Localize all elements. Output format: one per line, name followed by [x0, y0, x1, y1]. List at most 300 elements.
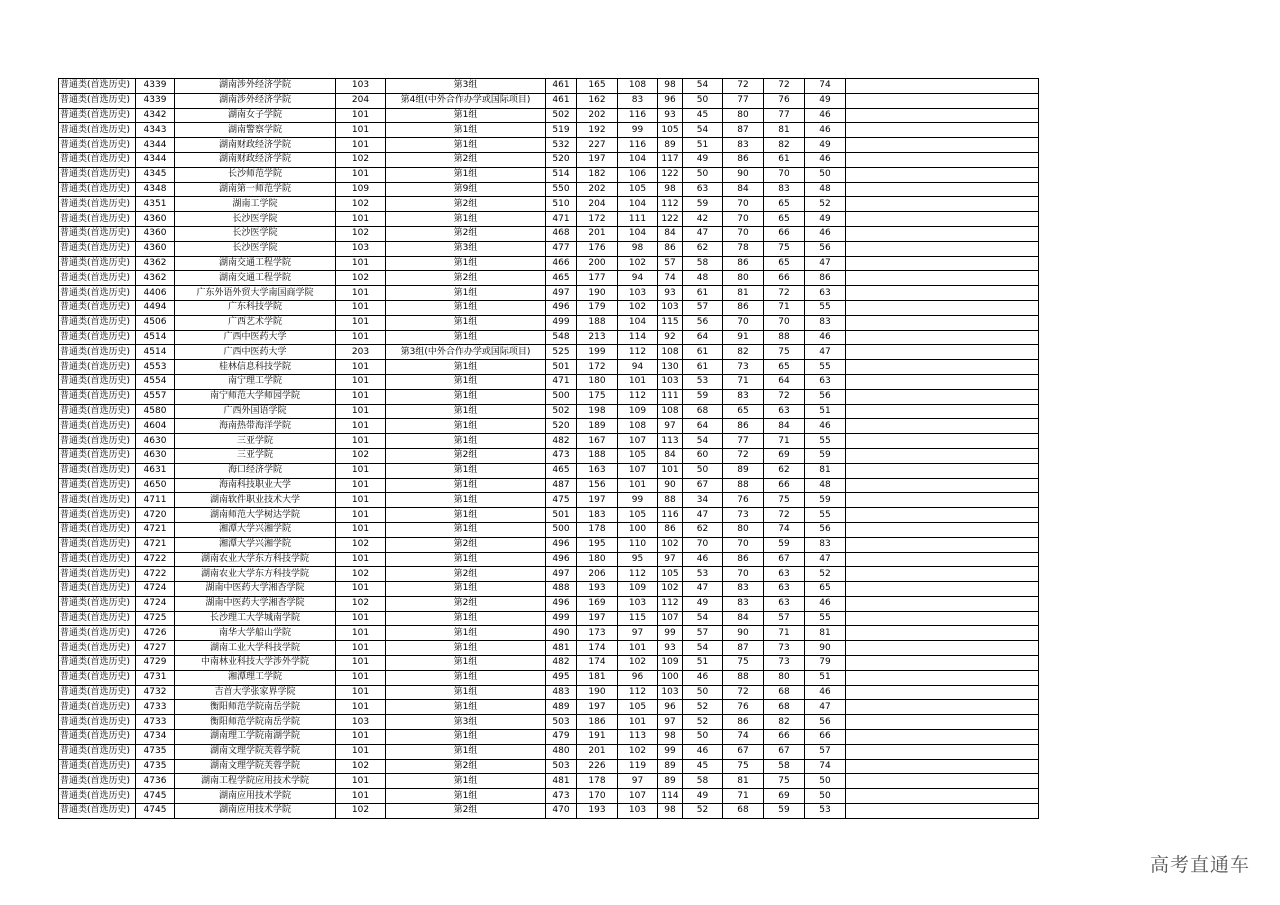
table-cell: 192	[577, 123, 618, 138]
table-cell: 496	[546, 300, 577, 315]
table-cell: 116	[658, 508, 683, 523]
table-cell: 497	[546, 286, 577, 301]
table-cell: 46	[805, 152, 846, 167]
table-cell: 89	[658, 759, 683, 774]
table-cell: 52	[805, 567, 846, 582]
table-cell: 61	[683, 360, 723, 375]
table-cell: 第3组(中外合作办学或国际项目)	[386, 345, 546, 360]
table-cell: 普通类(首选历史)	[59, 330, 136, 345]
table-cell: 54	[683, 79, 723, 94]
table-cell: 548	[546, 330, 577, 345]
table-row	[59, 522, 1039, 537]
table-cell: 4731	[136, 670, 175, 685]
table-cell: 110	[618, 537, 658, 552]
admission-score-table	[58, 78, 1039, 819]
table-cell: 83	[805, 537, 846, 552]
table-cell: 65	[805, 582, 846, 597]
table-cell: 174	[577, 656, 618, 671]
table-cell: 105	[658, 123, 683, 138]
table-cell: 59	[764, 804, 805, 819]
table-cell: 83	[618, 93, 658, 108]
table-cell: 70	[723, 197, 764, 212]
table-cell	[846, 774, 1039, 789]
table-cell: 101	[336, 789, 386, 804]
table-cell: 54	[683, 123, 723, 138]
table-cell: 第1组	[386, 789, 546, 804]
table-cell: 50	[683, 463, 723, 478]
table-cell	[846, 730, 1039, 745]
table-cell: 86	[658, 241, 683, 256]
table-cell: 514	[546, 167, 577, 182]
table-cell: 普通类(首选历史)	[59, 626, 136, 641]
table-cell: 188	[577, 315, 618, 330]
table-cell: 47	[683, 508, 723, 523]
table-cell: 79	[805, 656, 846, 671]
table-cell: 4732	[136, 685, 175, 700]
table-cell: 4726	[136, 626, 175, 641]
table-cell: 48	[683, 271, 723, 286]
table-cell: 98	[658, 804, 683, 819]
table-cell: 98	[618, 241, 658, 256]
table-cell: 4406	[136, 286, 175, 301]
table-cell	[846, 670, 1039, 685]
table-cell: 101	[336, 300, 386, 315]
table-cell: 51	[683, 656, 723, 671]
table-row	[59, 448, 1039, 463]
table-cell: 482	[546, 656, 577, 671]
table-cell: 湖南中医药大学湘杏学院	[175, 582, 336, 597]
table-cell: 181	[577, 670, 618, 685]
table-cell: 499	[546, 315, 577, 330]
table-cell: 100	[658, 670, 683, 685]
table-cell: 普通类(首选历史)	[59, 167, 136, 182]
table-cell: 75	[723, 656, 764, 671]
table-cell: 470	[546, 804, 577, 819]
table-cell: 海南热带海洋学院	[175, 419, 336, 434]
table-cell: 101	[336, 611, 386, 626]
table-cell: 108	[658, 345, 683, 360]
table-cell: 第1组	[386, 389, 546, 404]
table-cell: 4724	[136, 596, 175, 611]
table-cell: 495	[546, 670, 577, 685]
table-cell: 湖南第一师范学院	[175, 182, 336, 197]
table-cell: 203	[336, 345, 386, 360]
table-cell: 77	[723, 93, 764, 108]
table-cell: 102	[336, 448, 386, 463]
table-cell: 101	[336, 404, 386, 419]
table-cell	[846, 123, 1039, 138]
table-cell: 112	[618, 345, 658, 360]
table-cell: 4351	[136, 197, 175, 212]
table-cell: 191	[577, 730, 618, 745]
table-cell: 74	[658, 271, 683, 286]
table-cell: 98	[658, 730, 683, 745]
table-cell: 69	[764, 789, 805, 804]
table-cell: 第1组	[386, 641, 546, 656]
table-cell: 54	[683, 434, 723, 449]
table-body	[59, 79, 1039, 819]
table-cell: 第1组	[386, 256, 546, 271]
table-cell: 104	[618, 315, 658, 330]
table-cell	[846, 197, 1039, 212]
table-cell: 480	[546, 744, 577, 759]
table-cell: 第1组	[386, 478, 546, 493]
table-cell: 75	[764, 241, 805, 256]
table-cell: 73	[723, 360, 764, 375]
table-cell: 47	[683, 582, 723, 597]
table-cell: 198	[577, 404, 618, 419]
table-cell: 109	[658, 656, 683, 671]
table-cell: 82	[723, 345, 764, 360]
table-cell: 101	[336, 256, 386, 271]
table-cell: 500	[546, 389, 577, 404]
table-cell: 101	[336, 286, 386, 301]
table-cell: 59	[764, 537, 805, 552]
table-cell: 70	[723, 212, 764, 227]
table-cell: 55	[805, 434, 846, 449]
table-cell: 第1组	[386, 522, 546, 537]
table-cell: 第2组	[386, 152, 546, 167]
table-cell: 114	[618, 330, 658, 345]
table-cell: 第1组	[386, 374, 546, 389]
table-cell: 46	[805, 596, 846, 611]
table-cell: 第1组	[386, 582, 546, 597]
table-cell: 503	[546, 715, 577, 730]
table-cell: 4339	[136, 93, 175, 108]
table-cell: 204	[336, 93, 386, 108]
table-cell: 88	[723, 478, 764, 493]
table-cell: 46	[683, 744, 723, 759]
table-row	[59, 582, 1039, 597]
table-cell: 190	[577, 685, 618, 700]
table-cell: 101	[336, 700, 386, 715]
table-cell: 4729	[136, 656, 175, 671]
table-cell: 156	[577, 478, 618, 493]
table-cell: 479	[546, 730, 577, 745]
table-cell: 81	[805, 626, 846, 641]
table-cell	[846, 596, 1039, 611]
table-cell: 103	[618, 596, 658, 611]
table-cell: 101	[336, 626, 386, 641]
table-cell: 湖南应用技术学院	[175, 804, 336, 819]
table-cell: 88	[723, 670, 764, 685]
table-cell: 101	[336, 138, 386, 153]
table-cell: 87	[723, 123, 764, 138]
table-cell: 101	[618, 374, 658, 389]
table-cell: 101	[336, 478, 386, 493]
table-cell: 116	[618, 138, 658, 153]
table-cell: 64	[683, 419, 723, 434]
table-cell: 52	[683, 700, 723, 715]
table-cell: 182	[577, 167, 618, 182]
table-cell: 第1组	[386, 493, 546, 508]
table-cell	[846, 804, 1039, 819]
table-cell: 83	[723, 138, 764, 153]
table-cell: 67	[764, 552, 805, 567]
table-row	[59, 79, 1039, 94]
table-cell: 53	[683, 567, 723, 582]
table-cell: 86	[723, 152, 764, 167]
table-cell	[846, 789, 1039, 804]
table-cell: 96	[658, 93, 683, 108]
table-cell: 66	[764, 226, 805, 241]
table-cell: 第1组	[386, 138, 546, 153]
table-cell: 67	[723, 744, 764, 759]
table-cell: 174	[577, 641, 618, 656]
table-cell: 473	[546, 448, 577, 463]
table-cell: 468	[546, 226, 577, 241]
table-cell: 103	[336, 79, 386, 94]
table-cell	[846, 567, 1039, 582]
table-cell: 108	[618, 419, 658, 434]
table-cell: 50	[683, 167, 723, 182]
table-cell: 47	[805, 256, 846, 271]
table-row	[59, 197, 1039, 212]
table-cell: 130	[658, 360, 683, 375]
table-cell: 117	[658, 152, 683, 167]
table-cell	[846, 374, 1039, 389]
table-cell: 普通类(首选历史)	[59, 434, 136, 449]
table-cell: 488	[546, 582, 577, 597]
table-cell	[846, 656, 1039, 671]
table-cell: 200	[577, 256, 618, 271]
table-cell: 三亚学院	[175, 448, 336, 463]
table-cell: 第2组	[386, 804, 546, 819]
table-row	[59, 152, 1039, 167]
table-row	[59, 537, 1039, 552]
table-cell: 第3组	[386, 715, 546, 730]
table-cell: 73	[764, 641, 805, 656]
table-cell: 68	[764, 700, 805, 715]
table-cell: 97	[658, 552, 683, 567]
table-cell: 72	[723, 448, 764, 463]
table-cell: 490	[546, 626, 577, 641]
table-cell: 普通类(首选历史)	[59, 478, 136, 493]
table-row	[59, 730, 1039, 745]
table-cell	[846, 315, 1039, 330]
table-cell: 112	[618, 389, 658, 404]
table-cell: 51	[805, 404, 846, 419]
table-cell	[846, 271, 1039, 286]
table-cell: 70	[764, 167, 805, 182]
table-cell	[846, 478, 1039, 493]
table-cell: 103	[658, 685, 683, 700]
table-cell: 190	[577, 286, 618, 301]
table-cell: 76	[723, 493, 764, 508]
table-cell: 4630	[136, 434, 175, 449]
table-row	[59, 641, 1039, 656]
table-cell	[846, 167, 1039, 182]
table-cell: 86	[723, 715, 764, 730]
table-cell: 50	[805, 774, 846, 789]
table-cell: 湖南农业大学东方科技学院	[175, 552, 336, 567]
table-cell: 46	[683, 552, 723, 567]
table-cell: 81	[764, 123, 805, 138]
table-cell: 54	[683, 611, 723, 626]
table-cell: 4339	[136, 79, 175, 94]
table-cell: 101	[336, 685, 386, 700]
table-cell: 119	[618, 759, 658, 774]
table-cell: 99	[618, 493, 658, 508]
table-cell: 101	[336, 670, 386, 685]
table-cell: 长沙医学院	[175, 241, 336, 256]
table-cell: 普通类(首选历史)	[59, 212, 136, 227]
table-cell: 74	[764, 522, 805, 537]
table-row	[59, 286, 1039, 301]
table-row	[59, 626, 1039, 641]
table-cell: 101	[336, 656, 386, 671]
table-cell: 92	[658, 330, 683, 345]
table-cell: 102	[336, 271, 386, 286]
table-cell: 59	[683, 389, 723, 404]
table-row	[59, 611, 1039, 626]
table-cell	[846, 611, 1039, 626]
table-cell: 68	[723, 804, 764, 819]
table-cell: 71	[723, 789, 764, 804]
table-cell: 4727	[136, 641, 175, 656]
table-row	[59, 256, 1039, 271]
table-cell: 57	[683, 300, 723, 315]
table-cell: 70	[723, 567, 764, 582]
table-cell: 4604	[136, 419, 175, 434]
table-cell	[846, 182, 1039, 197]
table-cell: 4745	[136, 804, 175, 819]
table-cell: 66	[805, 730, 846, 745]
table-cell: 102	[336, 596, 386, 611]
table-cell: 4631	[136, 463, 175, 478]
table-cell: 199	[577, 345, 618, 360]
table-row	[59, 478, 1039, 493]
table-cell: 66	[764, 271, 805, 286]
table-cell: 广东科技学院	[175, 300, 336, 315]
table-row	[59, 596, 1039, 611]
table-cell: 普通类(首选历史)	[59, 700, 136, 715]
table-cell: 55	[805, 300, 846, 315]
table-cell: 普通类(首选历史)	[59, 108, 136, 123]
table-cell: 普通类(首选历史)	[59, 656, 136, 671]
table-cell: 213	[577, 330, 618, 345]
table-cell: 64	[683, 330, 723, 345]
table-cell: 普通类(首选历史)	[59, 300, 136, 315]
table-cell: 54	[683, 641, 723, 656]
table-cell	[846, 345, 1039, 360]
table-cell: 70	[723, 315, 764, 330]
table-cell: 衡阳师范学院南岳学院	[175, 715, 336, 730]
table-cell: 111	[618, 212, 658, 227]
table-cell: 75	[764, 493, 805, 508]
table-cell: 67	[683, 478, 723, 493]
table-row	[59, 271, 1039, 286]
table-cell: 101	[336, 374, 386, 389]
table-row	[59, 123, 1039, 138]
table-cell: 湖南文理学院芙蓉学院	[175, 744, 336, 759]
table-cell: 96	[658, 700, 683, 715]
table-cell: 4733	[136, 715, 175, 730]
table-cell	[846, 582, 1039, 597]
table-cell: 88	[764, 330, 805, 345]
table-row	[59, 389, 1039, 404]
table-cell: 普通类(首选历史)	[59, 552, 136, 567]
table-cell: 湖南警察学院	[175, 123, 336, 138]
table-cell: 107	[618, 789, 658, 804]
table-cell: 第1组	[386, 300, 546, 315]
table-cell	[846, 434, 1039, 449]
table-cell: 4554	[136, 374, 175, 389]
table-cell: 湘潭理工学院	[175, 670, 336, 685]
table-cell: 178	[577, 522, 618, 537]
table-cell: 175	[577, 389, 618, 404]
table-cell: 4630	[136, 448, 175, 463]
table-cell: 湖南应用技术学院	[175, 789, 336, 804]
table-cell: 4345	[136, 167, 175, 182]
table-cell: 49	[805, 138, 846, 153]
table-cell: 普通类(首选历史)	[59, 685, 136, 700]
table-cell: 481	[546, 774, 577, 789]
table-cell: 52	[683, 804, 723, 819]
table-cell: 第1组	[386, 700, 546, 715]
table-cell: 86	[658, 522, 683, 537]
table-row	[59, 670, 1039, 685]
table-cell: 71	[764, 626, 805, 641]
table-row	[59, 744, 1039, 759]
table-cell: 204	[577, 197, 618, 212]
table-cell: 103	[658, 300, 683, 315]
table-cell	[846, 419, 1039, 434]
table-cell: 第1组	[386, 611, 546, 626]
table-cell: 96	[618, 670, 658, 685]
table-cell: 167	[577, 434, 618, 449]
table-cell: 109	[336, 182, 386, 197]
table-cell: 72	[764, 286, 805, 301]
table-cell: 104	[618, 226, 658, 241]
table-cell: 101	[336, 315, 386, 330]
table-cell: 海口经济学院	[175, 463, 336, 478]
table-cell: 112	[658, 596, 683, 611]
table-cell: 普通类(首选历史)	[59, 138, 136, 153]
table-row	[59, 93, 1039, 108]
table-cell: 99	[618, 123, 658, 138]
table-cell: 普通类(首选历史)	[59, 641, 136, 656]
table-cell: 56	[805, 241, 846, 256]
table-cell: 189	[577, 419, 618, 434]
table-cell: 101	[336, 167, 386, 182]
table-cell: 第1组	[386, 656, 546, 671]
table-cell: 83	[723, 582, 764, 597]
table-cell: 广西中医药大学	[175, 330, 336, 345]
table-cell: 吉首大学张家界学院	[175, 685, 336, 700]
table-cell: 南宁师范大学师园学院	[175, 389, 336, 404]
table-cell: 173	[577, 626, 618, 641]
table-cell: 55	[805, 508, 846, 523]
table-cell: 4506	[136, 315, 175, 330]
table-cell: 4360	[136, 226, 175, 241]
table-row	[59, 567, 1039, 582]
table-cell: 普通类(首选历史)	[59, 286, 136, 301]
table-cell: 普通类(首选历史)	[59, 582, 136, 597]
table-cell: 105	[618, 508, 658, 523]
table-cell: 53	[683, 374, 723, 389]
table-cell: 第1组	[386, 123, 546, 138]
table-cell: 4344	[136, 138, 175, 153]
table-cell: 普通类(首选历史)	[59, 315, 136, 330]
table-cell: 83	[723, 389, 764, 404]
table-cell: 第2组	[386, 596, 546, 611]
table-cell: 52	[805, 197, 846, 212]
table-cell: 第1组	[386, 552, 546, 567]
table-cell: 90	[723, 626, 764, 641]
table-cell: 71	[764, 434, 805, 449]
table-cell: 普通类(首选历史)	[59, 567, 136, 582]
